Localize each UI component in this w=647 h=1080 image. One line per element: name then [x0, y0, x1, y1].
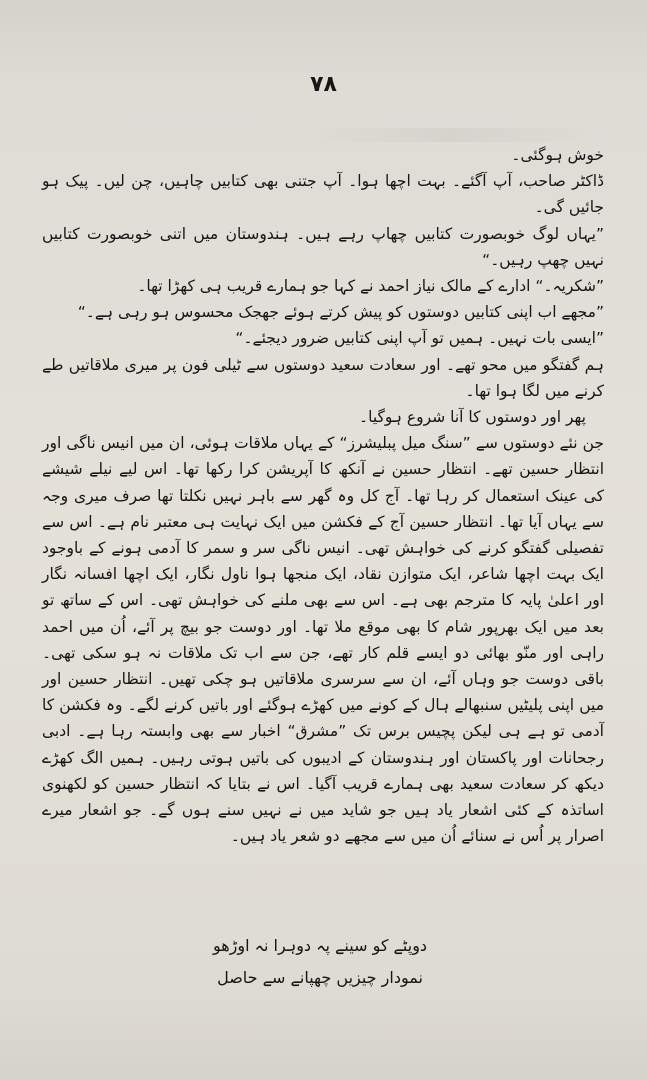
paragraph-1: خوش ہوگئی۔: [511, 146, 604, 164]
paragraph-9: جن نئے دوستوں سے ”سنگ میل پبلیشرز“ کے یہاں ملاقات ہوئی، ان میں انیس ناگی اور انتظار حسین تھے۔ انتظار حسین نے آنکھ کا آپریشن کرا رکھا تھا۔ اس لیے نیلے شیشے کی عینک استعمال کر رہا تھا۔ آج کل وہ گھر سے باہر نہیں نکلتا تھا صرف میری وجہ سے یہاں آیا تھا۔ انتظار حسین آج کے فکشن میں ایک نہایت ہی معتبر نام ہے۔ اس سے تفصیلی گفتگو کرنے کی خواہش تھی۔ انیس ناگی سر و سمر کا آدمی ہونے کے باوجود ایک بہت اچھا شاعر، ایک متوازن نقاد، ایک منجھا ہوا ناول نگار، ایک اچھا افسانہ نگار اور اعلیٰ پایہ کا مترجم بھی ہے۔ اس سے بھی ملنے کی خواہش تھی۔ اس کے ساتھ تو بعد میں ایک بھرپور شام کا بھی موقع ملا تھا۔ اور دوست جو بیچ پر آئے، اُن میں احمد راہی اور منّو بھائی دو ایسے قلم کار تھے، جن سے اب تک ملاقات نہ ہو سکی تھی۔ باقی دوست جو وہاں آئے، ان سے سرسری ملاقاتیں ہو چکی تھیں۔ انتظار حسین اور میں اپنی پلیٹیں سنبھالے ہال کے کونے میں کھڑے ہوگئے اور باتیں کرنے لگے۔ وہ فکشن کا آدمی تو ہے ہی لیکن پچیس برس تک ”مشرق“ اخبار سے بھی وابستہ رہا ہے۔ ادبی رجحانات اور پاکستان اور ہندوستان کے ادیبوں کی باتیں ہوتی رہیں۔ ہمیں الگ کھڑے دیکھ کر سعادت سعید بھی ہمارے قریب آگیا۔ اس نے بتایا کہ انتظار حسین کو لکھنوی اساتذہ کے کئی اشعار یاد ہیں جو شاید میں نے نہیں سنے ہوں گے۔ جو اشعار میرے اصرار پر اُس نے سنائے اُن میں سے مجھے دو شعر یاد ہیں۔: [42, 434, 604, 846]
page-body: [42, 142, 604, 849]
paragraph-5: ”مجھے اب اپنی کتابیں دوستوں کو پیش کرتے ہوئے جھجک محسوس ہو رہی ہے۔“: [77, 303, 604, 322]
paragraph-7: ہم گفتگو میں محو تھے۔ اور سعادت سعید دوستوں سے ٹیلی فون پر میری ملاقاتیں طے کرنے میں لگا ہوا تھا۔: [42, 355, 604, 400]
page-number: ۷۸: [310, 72, 337, 97]
paragraph-3: ”یہاں لوگ خوبصورت کتابیں چھاپ رہے ہیں۔ ہندوستان میں اتنی خوبصورت کتابیں نہیں چھپ رہیں۔“: [42, 224, 604, 269]
verse-line-1: دوپٹے کو سینے پہ دوہرا نہ اوڑھو: [212, 936, 428, 955]
poetry-couplet: [150, 930, 490, 994]
paragraph-8: پھر اور دوستوں کا آنا شروع ہوگیا۔: [359, 408, 586, 427]
bleed-through-shadow: [300, 128, 600, 142]
verse-line-2: نمودار چیزیں چھپانے سے حاصل: [217, 968, 423, 987]
paragraph-2: ڈاکٹر صاحب، آپ آگئے۔ بہت اچھا ہوا۔ آپ جتنی بھی کتابیں چاہیں، چن لیں۔ پیک ہو جائیں گی۔: [42, 172, 604, 217]
paragraph-4: ”شکریہ۔“ ادارے کے مالک نیاز احمد نے کہا جو ہمارے قریب ہی کھڑا تھا۔: [137, 277, 604, 296]
paragraph-6: ”ایسی بات نہیں۔ ہمیں تو آپ اپنی کتابیں ضرور دیجئے۔“: [235, 329, 604, 348]
